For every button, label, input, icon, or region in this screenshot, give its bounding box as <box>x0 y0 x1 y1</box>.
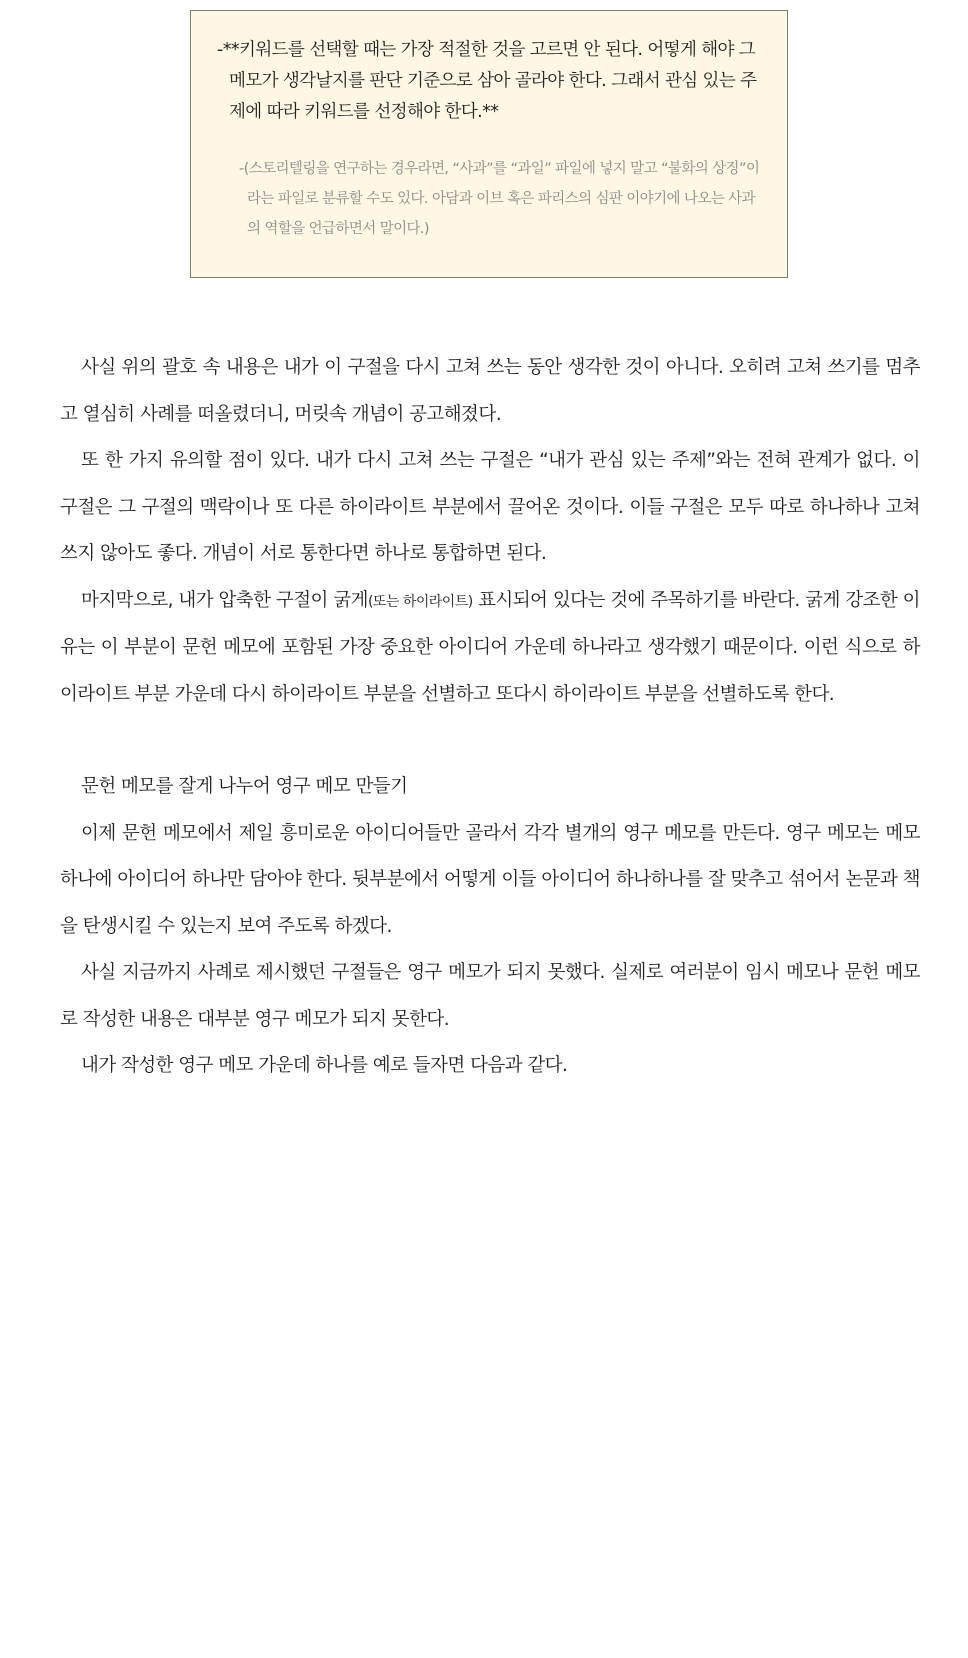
section-spacer <box>60 718 920 764</box>
body-content <box>60 345 920 1090</box>
section-heading: 문헌 메모를 잘게 나누어 영구 메모 만들기 <box>81 776 408 797</box>
paragraph-4: 이제 문헌 메모에서 제일 흥미로운 아이디어들만 골라서 각각 별개의 영구 메모를 만든다. 영구 메모는 메모 하나에 아이디어 하나만 담아야 한다. 뒷부분에서 어떻게 이들 아이디어 하나하나를 잘 맞추고 섞어서 논문과 책을 탄생시킬 수 있는지 보여 주도록 하겠다. <box>60 822 920 937</box>
quote-main-text: -**키워드를 선택할 때는 가장 적절한 것을 고르면 안 된다. 어떻게 해야 그 메모가 생각날지를 판단 기준으로 삼아 골라야 한다. 그래서 관심 있는 주제에 따라 키워드를 선정해야 한다.** <box>217 40 757 122</box>
paragraph-5: 사실 지금까지 사례로 제시했던 구절들은 영구 메모가 되지 못했다. 실제로 여러분이 임시 메모나 문헌 메모로 작성한 내용은 대부분 영구 메모가 되지 못한다. <box>60 962 920 1030</box>
paragraph-6: 내가 작성한 영구 메모 가운데 하나를 예로 들자면 다음과 같다. <box>81 1055 568 1076</box>
paragraph-2: 또 한 가지 유의할 점이 있다. 내가 다시 고쳐 쓰는 구절은 “내가 관심 있는 주제”와는 전혀 관계가 없다. 이 구절은 그 구절의 맥락이나 또 다른 하이라이트 부분에서 끌어온 것이다. 이들 구절은 모두 따로 하나하나 고쳐 쓰지 않아도 좋다. 개념이 서로 통한다면 하나로 통합하면 된다. <box>60 450 920 564</box>
paragraph-3 <box>60 578 920 719</box>
quote-sub-text: -(스토리텔링을 연구하는 경우라면, “사과”를 “과일” 파일에 넣지 말고 “불화의 상징”이라는 파일로 분류할 수도 있다. 아담과 이브 혹은 파리스의 심판 이야기에 나오는 사과의 역할을 언급하면서 말이다.) <box>239 161 760 237</box>
paragraph-3-parenthetical: (또는 하이라이트) <box>367 593 473 610</box>
paragraph-3-before: 마지막으로, 내가 압축한 구절이 굵게 <box>81 589 368 611</box>
paragraph-1: 사실 위의 괄호 속 내용은 내가 이 구절을 다시 고쳐 쓰는 동안 생각한 것이 아니다. 오히려 고쳐 쓰기를 멈추고 열심히 사례를 떠올렸더니, 머릿속 개념이 공고해졌다. <box>60 357 920 425</box>
quote-box <box>190 10 788 278</box>
paragraph-3-after: 표시되어 있다는 것에 주목하기를 바란다. 굵게 강조한 이유는 이 부분이 문헌 메모에 포함된 가장 중요한 아이디어 가운데 하나라고 생각했기 때문이다. 이런 식으로 하이라이트 부분 가운데 다시 하이라이트 부분을 선별하고 또다시 하이라이트 부분을 선별하도록 한다. <box>60 589 920 705</box>
